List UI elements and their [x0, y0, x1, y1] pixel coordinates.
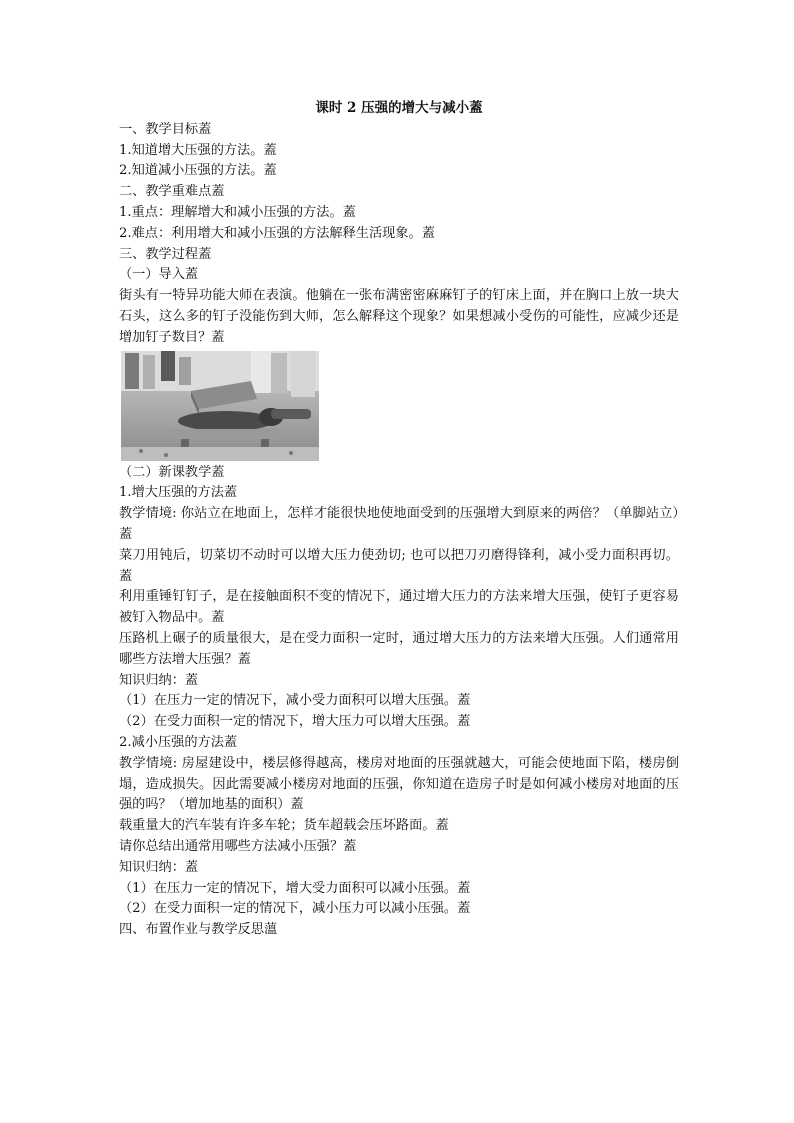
teaching-scenario: 教学情境: 你站立在地面上，怎样才能很快地使地面受到的压强增大到原来的两倍？（单脚站立）蓋	[119, 506, 679, 542]
nail-bed-performance-photo	[121, 351, 319, 461]
section-heading-process: 三、教学过程蓋	[119, 246, 212, 262]
example-paragraph: 压路机上碾子的质量很大，是在受力面积一定时，通过增大压力的方法来增大压强。人们通常用哪些方法增大压强？蓋	[119, 630, 679, 667]
lesson-title: 课时 2 压强的增大与减小蓋	[315, 100, 483, 116]
subsection-intro: （一）导入蓋	[119, 267, 199, 283]
summary-item: （1）在压力一定的情况下，增大受力面积可以减小压强。蓋	[119, 880, 471, 896]
knowledge-summary-label: 知识归纳：蓋	[119, 672, 199, 688]
section-heading-objectives: 一、教学目标蓋	[119, 121, 212, 137]
summary-item: （2）在受力面积一定的情况下，增大压力可以增大压强。蓋	[119, 714, 471, 730]
objective-item: 2.知道减小压强的方法。蓋	[119, 163, 277, 179]
objective-item: 1.知道增大压强的方法。蓋	[119, 142, 277, 158]
section-heading-homework: 四、布置作业与教学反思薀	[119, 922, 278, 938]
knowledge-summary-label: 知识归纳：蓋	[119, 859, 199, 875]
section-heading-keypoints: 二、教学重难点蓋	[119, 184, 225, 200]
keypoint-item: 1.重点：理解增大和减小压强的方法。蓋	[119, 204, 356, 220]
subsection-new-lesson: （二）新课教学蓋	[119, 464, 225, 480]
summary-item: （2）在受力面积一定的情况下，减小压力可以减小压强。蓋	[119, 901, 471, 917]
question-line: 请你总结出通常用哪些方法减小压强？蓋	[119, 838, 357, 854]
document-page	[119, 98, 679, 941]
teaching-scenario: 教学情境: 房屋建设中，楼层修得越高，楼房对地面的压强就越大，可能会使地面下陷，楼房倒塌，造成损失。因此需要减小楼房对地面的压强，你知道在造房子时是如何减小楼房对地面的压强的吗？（增加地基的面积）蓋	[119, 755, 679, 813]
intro-paragraph: 街头有一特异功能大师在表演。他躺在一张布满密密麻麻钉子的钉床上面，并在胸口上放一块大石头，这么多的钉子没能伤到大师，怎么解释这个现象？如果想减小受伤的可能性，应减少还是增加钉子数目？蓋	[119, 288, 679, 345]
method-heading-decrease: 2.减小压强的方法蓋	[119, 734, 238, 750]
example-paragraph: 菜刀用钝后，切菜切不动时可以增大压力使劲切; 也可以把刀刃磨得锋利，减小受力面积再切。蓋	[119, 547, 679, 584]
method-heading-increase: 1.增大压强的方法蓋	[119, 485, 238, 501]
example-paragraph: 利用重锤钉钉子，是在接触面积不变的情况下，通过增大压力的方法来增大压强，使钉子更容易被钉入物品中。蓋	[119, 589, 679, 626]
example-paragraph: 载重量大的汽车装有许多车轮；货车超载会压坏路面。蓋	[119, 818, 449, 834]
summary-item: （1）在压力一定的情况下，减小受力面积可以增大压强。蓋	[119, 693, 471, 709]
keypoint-item: 2.难点：利用增大和减小压强的方法解释生活现象。蓋	[119, 225, 435, 241]
